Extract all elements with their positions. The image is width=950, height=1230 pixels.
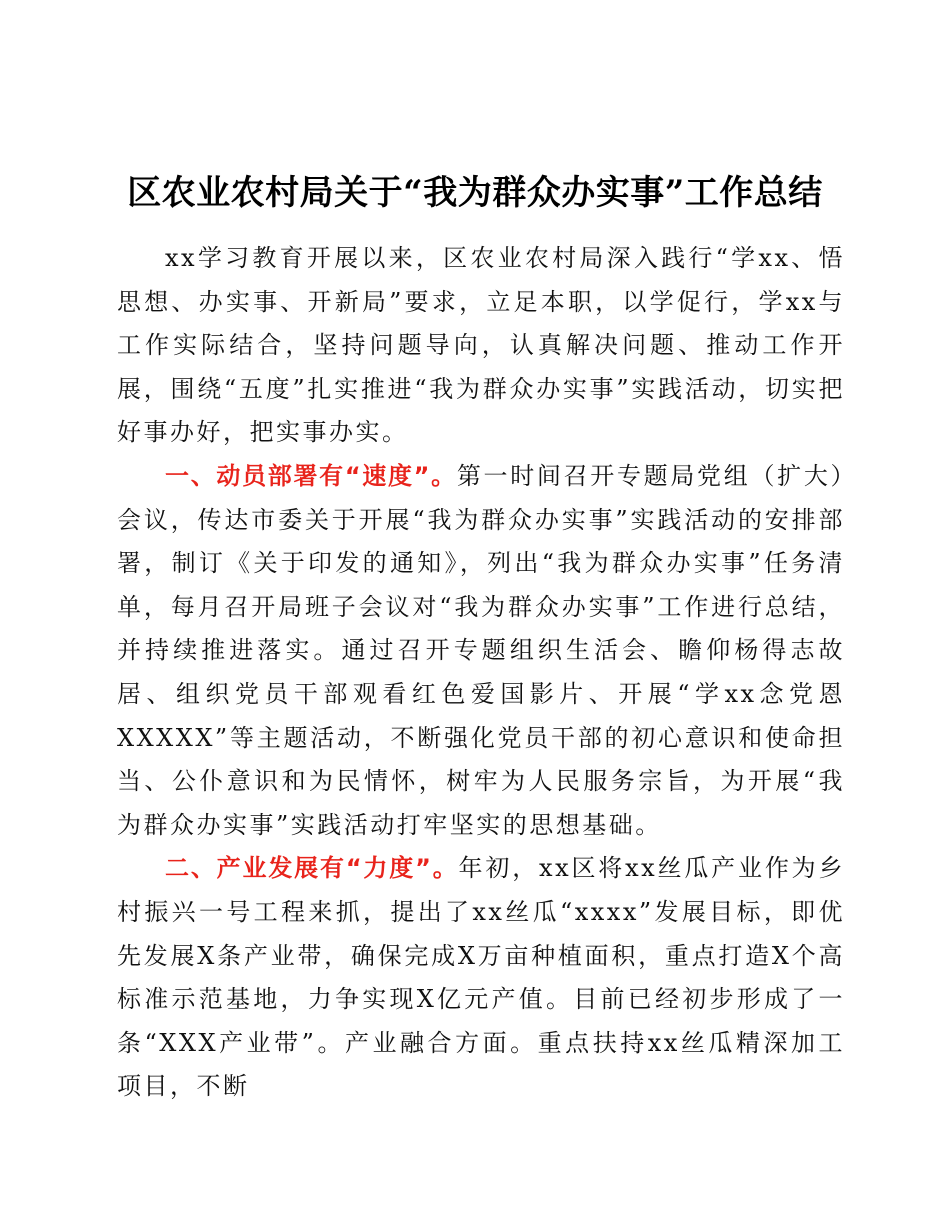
paragraph-text: xx学习教育开展以来，区农业农村局深入践行“学xx、悟思想、办实事、开新局”要求，立足本职，以学促行，学xx与工作实际结合，坚持问题导向，认真解决问题、推动工作开展，围绕“五度”扎实推进“我为群众办实事”实践活动，切实把好事办好，把实事办实。 — [117, 244, 845, 447]
paragraph-text: 第一时间召开专题局党组（扩大）会议，传达市委关于开展“我为群众办实事”实践活动的安排部署，制订《关于印发的通知》，列出“我为群众办实事”任务清单，每月召开局班子会议对“我为群众办实事”工作进行总结，并持续推进落实。通过召开专题组织生活会、瞻仰杨得志故居、组织党员干部观看红色爱国影片、开展“学xx念党恩XXXXX”等主题活动，不断强化党员干部的初心意识和使命担当、公仆意识和为民情怀，树牢为人民服务宗旨，为开展“我为群众办实事”实践活动打牢坚实的思想基础。 — [117, 461, 846, 839]
paragraph-section-2 — [117, 847, 845, 1109]
paragraph-section-1 — [117, 455, 845, 847]
section-heading: 一、动员部署有“速度”。 — [165, 461, 457, 490]
section-heading: 二、产业发展有“力度”。 — [165, 854, 459, 883]
document-title: 区农业农村局关于“我为群众办实事”工作总结 — [127, 173, 823, 213]
paragraph-text: 年初，xx区将xx丝瓜产业作为乡村振兴一号工程来抓，提出了xx丝瓜“xxxx”发展目标，即优先发展X条产业带，确保完成X万亩种植面积，重点打造X个高标准示范基地，力争实现X亿元产值。目前已经初步形成了一条“XXX产业带”。产业融合方面。重点扶持xx丝瓜精深加工项目，不断 — [117, 854, 846, 1101]
document-body — [117, 237, 845, 1109]
paragraph-intro — [117, 237, 845, 455]
